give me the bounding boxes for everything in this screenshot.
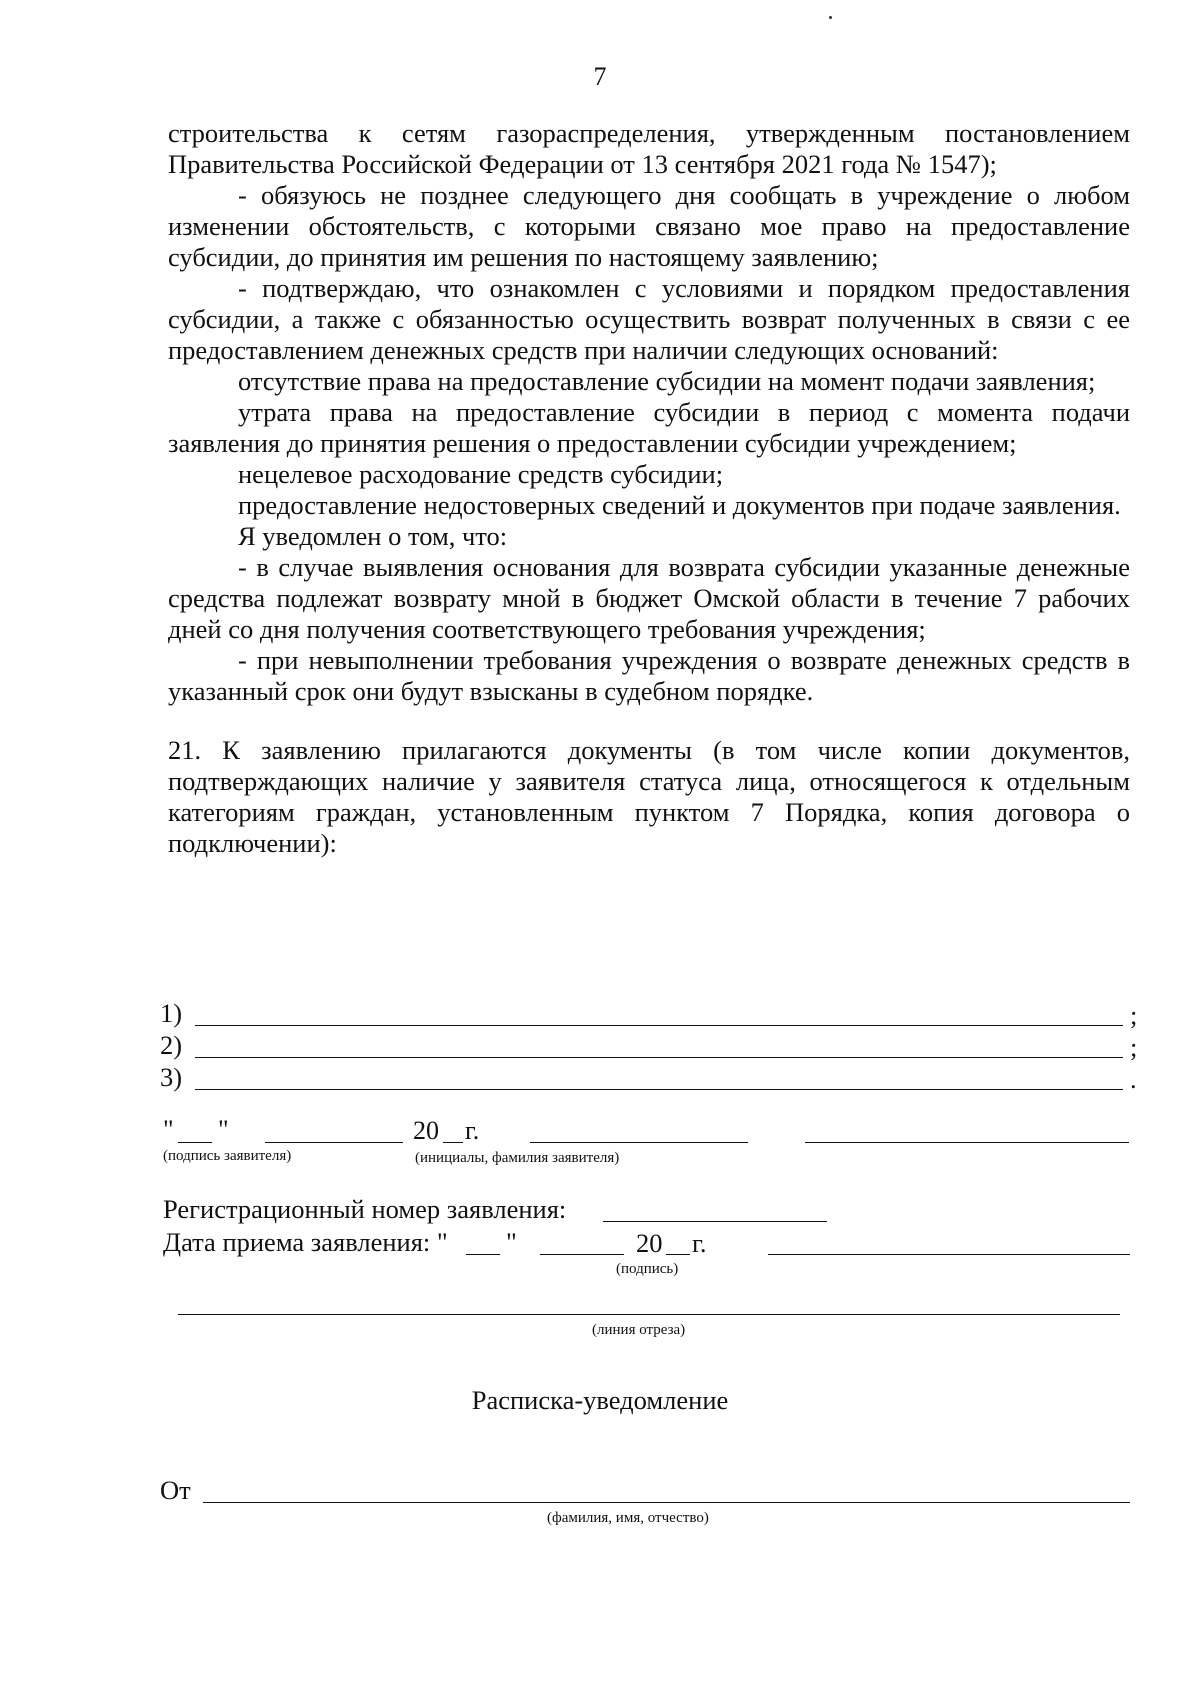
date-quote-open: " xyxy=(163,1115,174,1144)
extra-line xyxy=(805,1142,1129,1143)
registration-signature-line xyxy=(768,1254,1130,1255)
registration-date-label: Дата приема заявления: " xyxy=(163,1227,448,1257)
paragraph: утрата права на предоставление субсидии в период с момента подачи заявления до принятия решения о предоставлении субсидии учреждением; xyxy=(168,397,1130,458)
registration-month-line xyxy=(540,1254,624,1255)
spacer xyxy=(168,707,1130,735)
paragraph: строительства к сетям газораспределения, утвержденным постановлением Правительства Российской Федерации от 13 сентября 2021 года № 1547); xyxy=(168,118,1130,179)
date-year: 20 xyxy=(413,1116,439,1145)
registration-number-line xyxy=(603,1221,827,1222)
list-item-label: 2) xyxy=(160,1030,183,1060)
receipt-title: Расписка-уведомление xyxy=(471,1385,729,1415)
paragraph: - при невыполнении требования учреждения о возврате денежных средств в указанный срок они будут взысканы в судебном порядке. xyxy=(168,645,1130,706)
from-line xyxy=(203,1502,1130,1503)
registration-year-line xyxy=(666,1254,690,1255)
from-caption: (фамилия, имя, отчество) xyxy=(547,1510,709,1526)
paragraph: - подтверждаю, что ознакомлен с условиями и порядком предоставления субсидии, а также с обязанностью осуществить возврат полученных в связи с ее предоставлением денежных средств при наличии следующих оснований: xyxy=(168,273,1130,365)
name-line xyxy=(530,1142,748,1143)
list-item-end: ; xyxy=(1130,1032,1138,1062)
paragraph: Я уведомлен о том, что: xyxy=(238,521,508,551)
date-g: г. xyxy=(465,1116,480,1145)
registration-year: 20 xyxy=(636,1228,663,1258)
caption-name: (инициалы, фамилия заявителя) xyxy=(415,1150,620,1166)
date-month-line xyxy=(265,1142,403,1143)
list-item-end: . xyxy=(1130,1064,1137,1094)
registration-quote-close: " xyxy=(506,1227,517,1257)
paragraph-attachments: 21. К заявлению прилагаются документы (в том числе копии документов, подтверждающих наличие у заявителя статуса лица, относящегося к отдельным категориям граждан, установленным пунктом 7 Порядка, копия договора о подключении): xyxy=(168,735,1130,858)
date-day-line xyxy=(178,1142,212,1143)
caption-signature: (подпись заявителя) xyxy=(163,1148,292,1164)
paragraph: - в случае выявления основания для возврата субсидии указанные денежные средства подлежат возврату мной в бюджет Омской области в течение 7 рабочих дней со дня получения соответствующего требования учреждения; xyxy=(168,552,1130,644)
registration-g: г. xyxy=(692,1228,707,1258)
registration-number-label: Регистрационный номер заявления: xyxy=(163,1194,567,1224)
registration-caption-signature: (подпись) xyxy=(616,1261,679,1277)
paragraph: - обязуюсь не позднее следующего дня сообщать в учреждение о любом изменении обстоятельств, с которыми связано мое право на предоставление субсидии, до принятия им решения по настоящему заявлению; xyxy=(168,180,1130,272)
page-number: 7 xyxy=(593,62,607,91)
list-item-end: ; xyxy=(1130,1000,1138,1030)
date-quote-close: " xyxy=(218,1115,229,1144)
paragraph: предоставление недостоверных сведений и документов при подаче заявления. xyxy=(238,490,1121,520)
list-item-line xyxy=(195,1025,1123,1026)
cut-line xyxy=(178,1314,1120,1315)
cut-line-caption: (линия отреза) xyxy=(592,1322,686,1338)
document-body xyxy=(168,118,1130,859)
list-item-label: 3) xyxy=(160,1062,183,1092)
date-year-line xyxy=(443,1142,463,1143)
list-item-line xyxy=(195,1089,1123,1090)
from-label: От xyxy=(160,1475,191,1505)
scan-speck xyxy=(829,16,832,19)
paragraph: отсутствие права на предоставление субсидии на момент подачи заявления; xyxy=(238,366,1096,396)
paragraph: нецелевое расходование средств субсидии; xyxy=(238,459,724,489)
list-item-label: 1) xyxy=(160,998,183,1028)
registration-day-line xyxy=(466,1254,500,1255)
list-item-line xyxy=(195,1057,1123,1058)
